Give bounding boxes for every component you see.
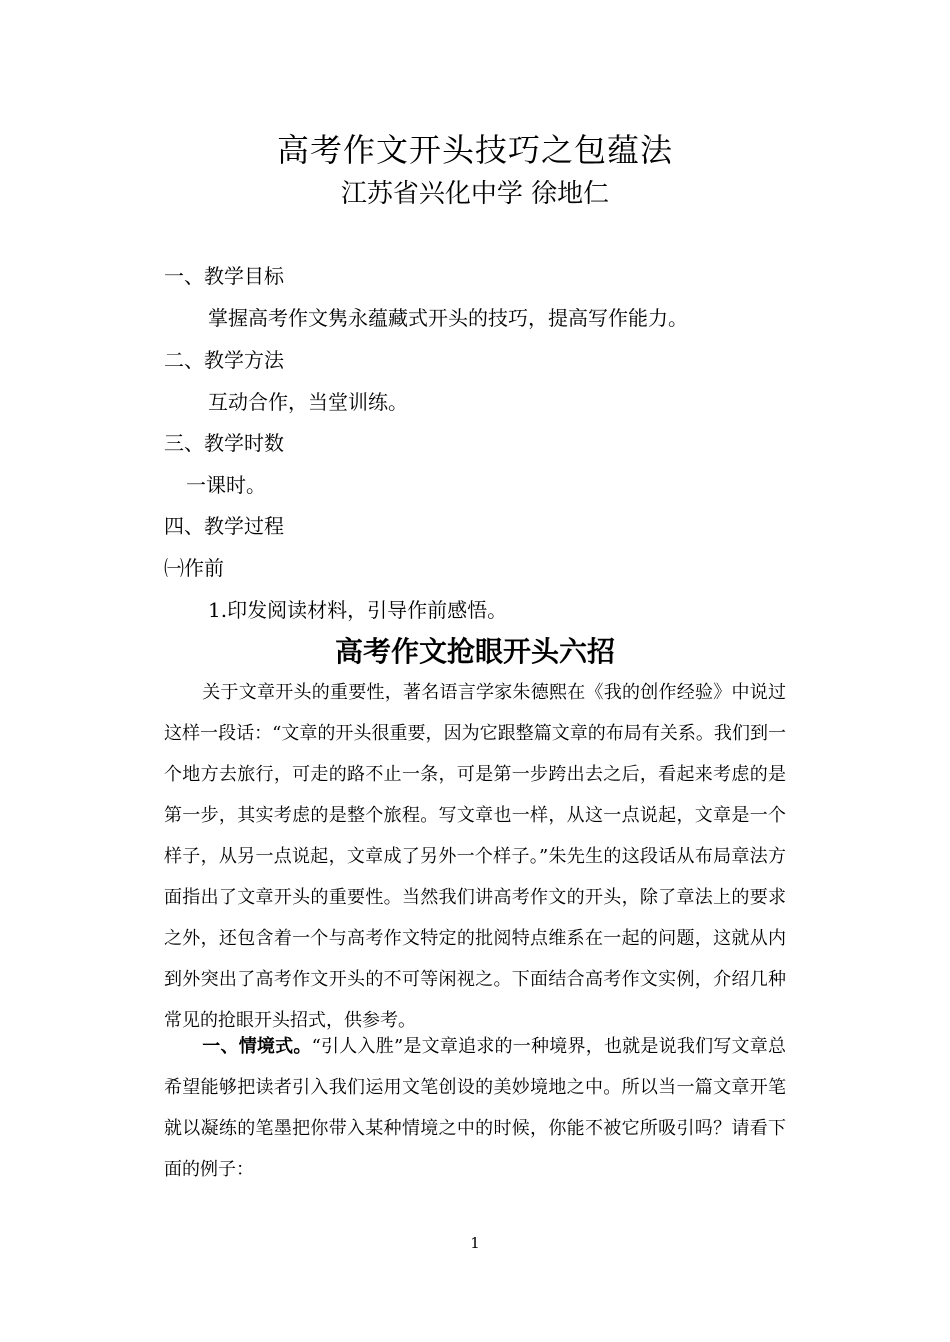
document-author: 江苏省兴化中学 徐地仁 — [340, 179, 610, 209]
document-title: 高考作文开头技巧之包蕴法 — [276, 131, 673, 169]
article-intro-text: 关于文章开头的重要性，著名语言学家朱德熙在《我的创作经验》中说过这样一段话：“文章的开头很重要，因为它跟整篇文章的布局有关系。我们到一个地方去旅行，可走的路不止一条，可是第一步跨出去之后，看起来考虑的是第一步，其实考虑的是整个旅程。写文章也一样，从这一点说起，文章是一个样子，从另一点说起，文章成了另外一个样子。”朱先生的这段话从布局章法方面指出了文章开头的重要性。当然我们讲高考作文的开头，除了章法上的要求之外，还包含着一个与高考作文特定的批阅特点维系在一起的问题，这就从内到外突出了高考作文开头的不可等闲视之。下面结合高考作文实例，介绍几种常见的抢眼开头招式，供参考。 — [164, 682, 786, 1031]
outline-heading-process: 四、教学过程 — [164, 514, 284, 538]
outline-heading-methods: 二、教学方法 — [164, 348, 284, 372]
outline-body-methods: 互动合作，当堂训练。 — [208, 390, 408, 414]
outline-body-goals: 掌握高考作文隽永蕴藏式开头的技巧，提高写作能力。 — [208, 306, 688, 330]
outline-body-hours: 一课时。 — [186, 473, 266, 497]
article-intro-paragraph — [164, 672, 786, 1041]
outline-heading-goals: 一、教学目标 — [164, 264, 284, 288]
outline-subheading-before-writing: ㈠作前 — [164, 556, 224, 580]
page-number: 1 — [470, 1234, 480, 1252]
article-title: 高考作文抢眼开头六招 — [334, 635, 615, 668]
section-1-text: “引人入胜”是文章追求的一种境界，也就是说我们写文章总希望能够把读者引入我们运用文笔创设的美妙境地之中。所以当一篇文章开笔就以凝练的笔墨把你带入某种情境之中的时候，你能不被它所吸引吗？请看下面的例子： — [164, 1036, 787, 1180]
section-1-label: 一、情境式。 — [202, 1036, 312, 1057]
outline-heading-hours: 三、教学时数 — [164, 431, 284, 455]
section-1-paragraph — [164, 1026, 786, 1190]
outline-step-1: 1.印发阅读材料，引导作前感悟。 — [208, 598, 508, 622]
